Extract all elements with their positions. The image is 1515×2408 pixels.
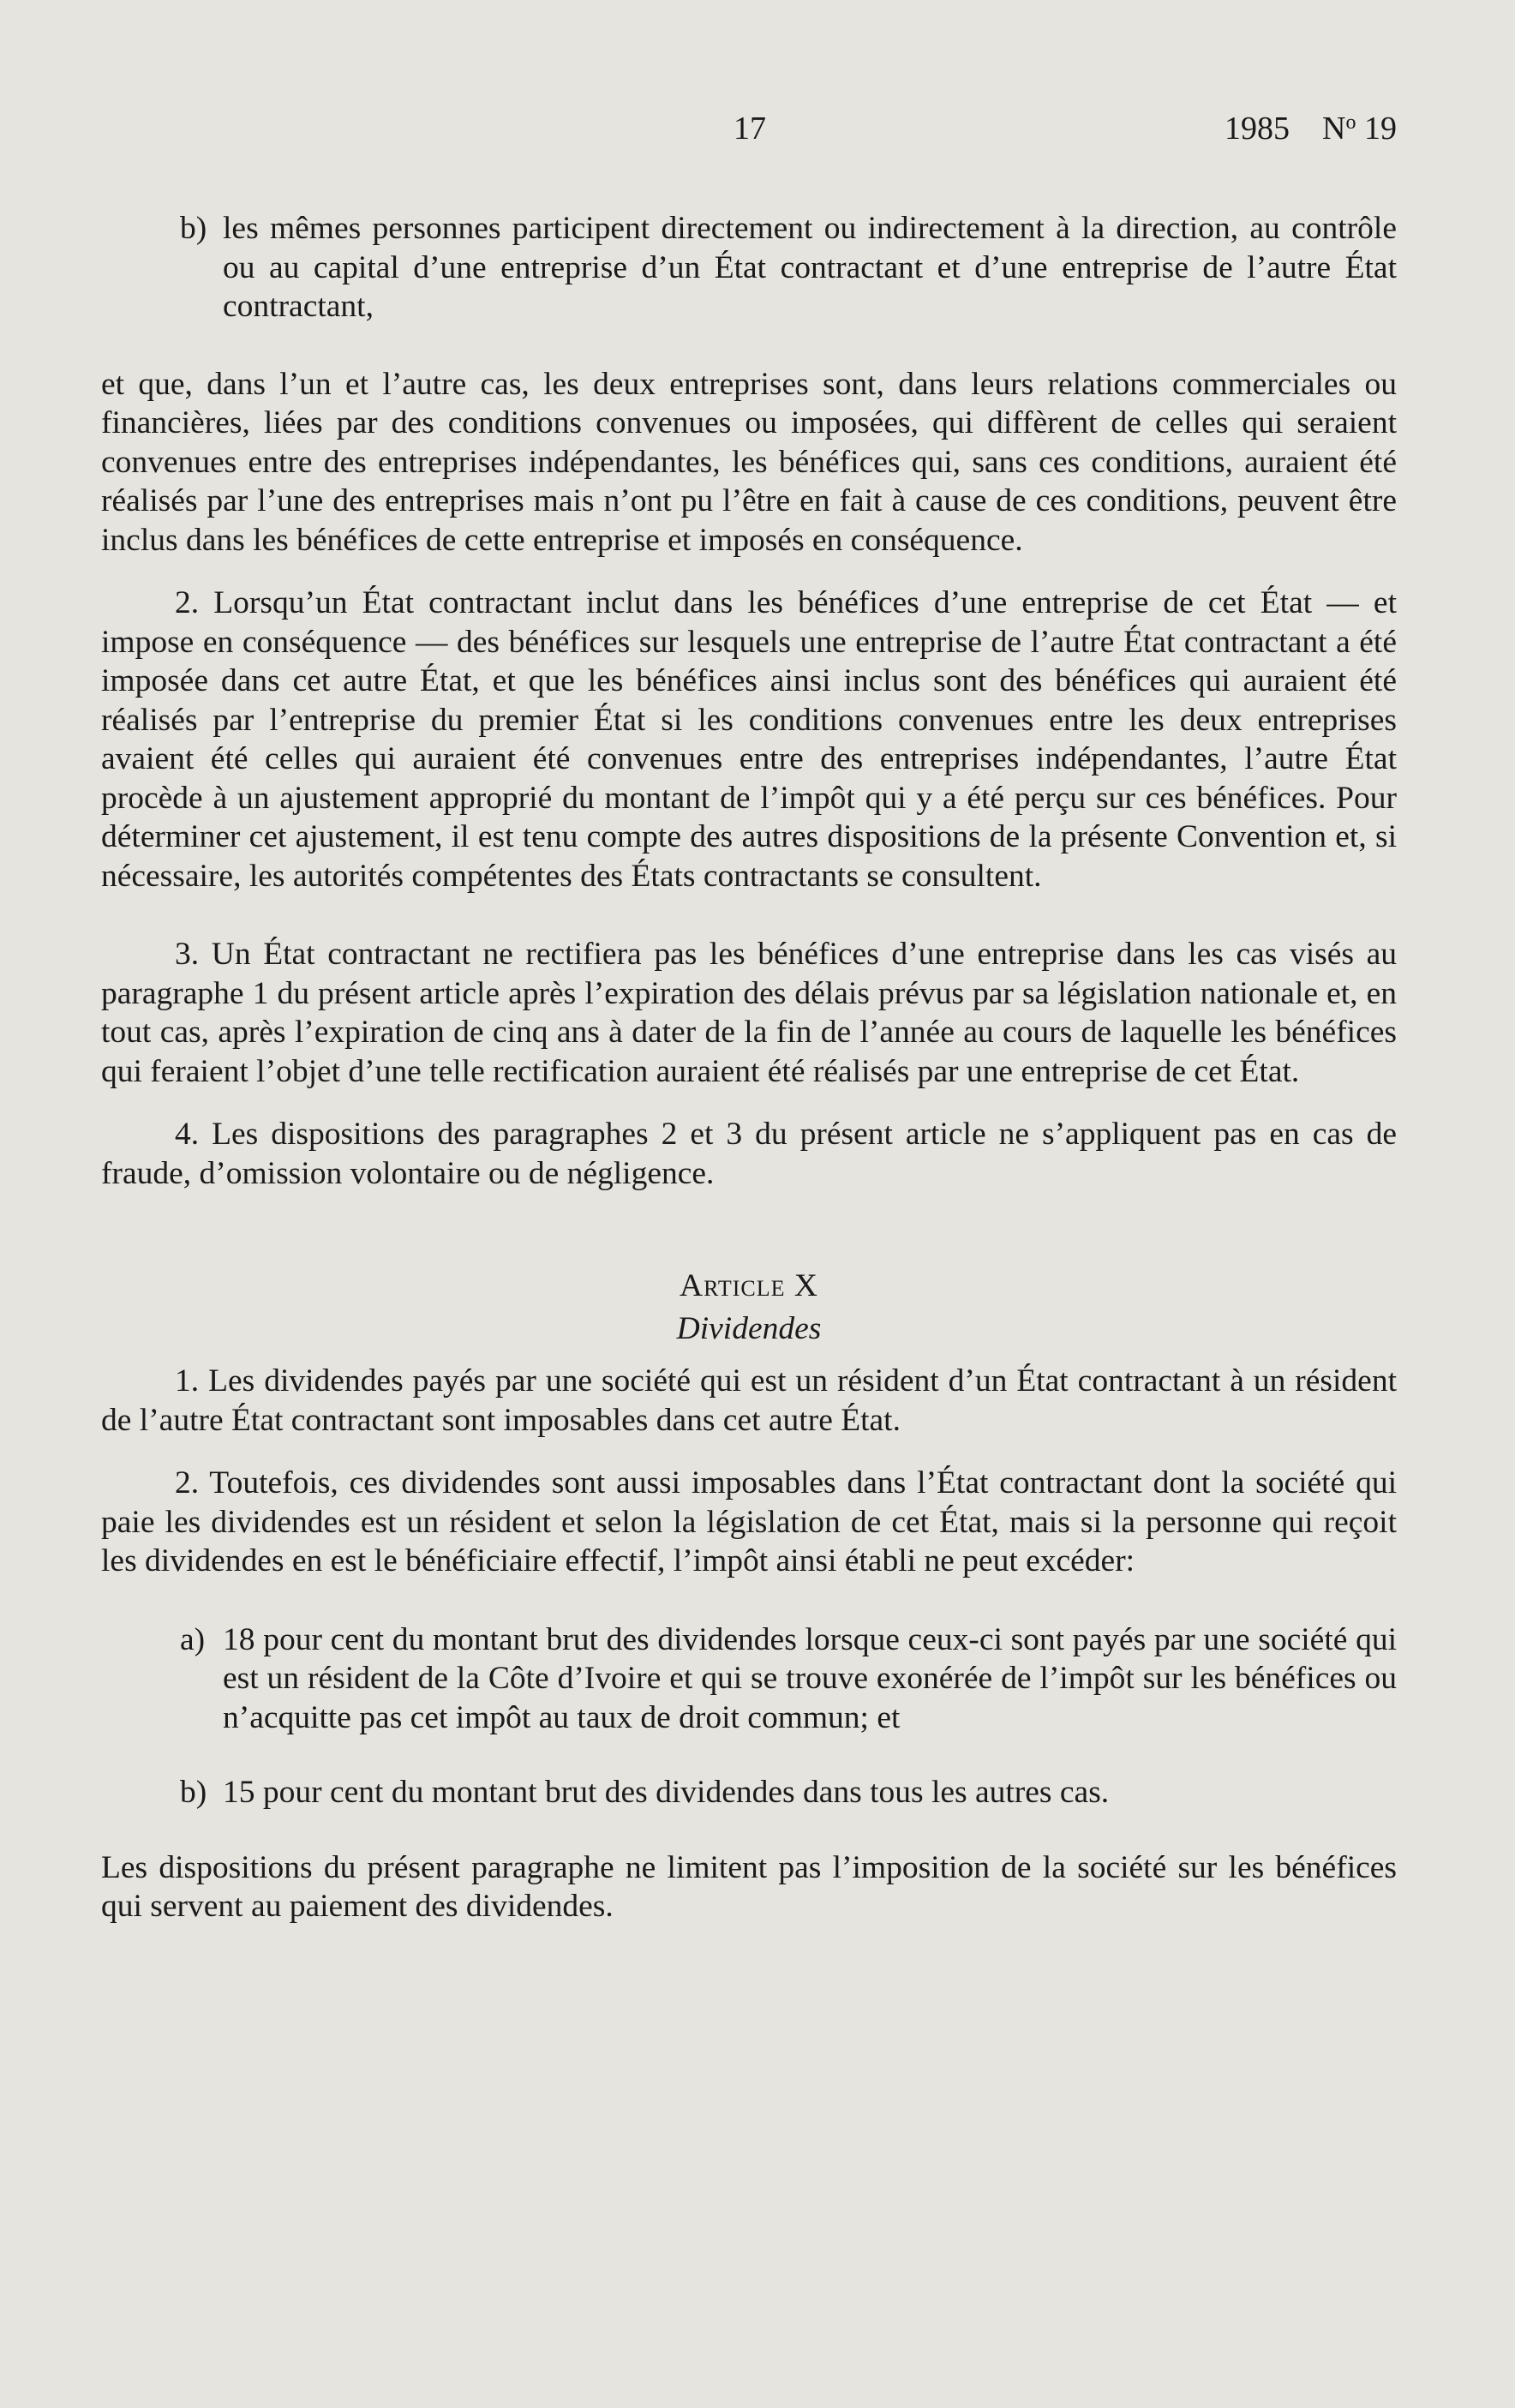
article-title (101, 1267, 1397, 1306)
page-number: 17 (734, 111, 766, 147)
article-title-text: Article X (680, 1268, 818, 1303)
issue-reference (1225, 110, 1397, 147)
document-body (101, 209, 1397, 1926)
dividends-paragraph-2: 2. Toutefois, ces dividendes sont aussi imposables dans l’État contractant dont la société qui paie les dividendes est un résident et selon la législation de cet État, mais si la personne qui reçoit les dividendes en est le bénéficiaire effectif, l’impôt ainsi établi ne peut excéder: (101, 1465, 1397, 1578)
paragraph-et-que: et que, dans l’un et l’autre cas, les deux entreprises sont, dans leurs relations commerciales ou financières, liées par des conditions convenues ou imposées, qui diffèrent de celles qui seraient convenues entre des entreprises indépendantes, les bénéfices qui, sans ces conditions, auraient été réalisés par l’une des entreprises mais n’ont pu l’être en fait à cause de ces conditions, peuvent être inclus dans les bénéfices de cette entreprise et imposés en conséquence. (101, 366, 1397, 558)
list-item-text: 18 pour cent du montant brut des dividendes lorsque ceux-ci sont payés par une société qui est un résident de la Côte d’Ivoire et qui se trouve exonérée de l’impôt sur les bénéfices ou n’acquitte pas cet impôt au taux de droit commun; et (223, 1621, 1397, 1735)
list-item-text: les mêmes personnes participent directement ou indirectement à la direction, au contrôle ou au capital d’une entreprise d’un État contractant et d’une entreprise de l’autre État contractant, (223, 211, 1397, 324)
article-subtitle: Dividendes (676, 1310, 822, 1346)
paragraph-final: Les dispositions du présent paragraphe ne limitent pas l’imposition de la société sur les bénéfices qui servent au paiement des dividendes. (101, 1849, 1397, 1924)
list-marker: b) (180, 211, 207, 246)
paragraph-4: 4. Les dispositions des paragraphes 2 et 3 du présent article ne s’appliquent pas en cas de fraude, d’omission volontaire ou de négligence. (101, 1117, 1397, 1191)
issue-number: 19 (1364, 111, 1397, 147)
list-item-b-15-percent (101, 1773, 1397, 1812)
paragraph-2: 2. Lorsqu’un État contractant inclut dans les bénéfices d’une entreprise de cet État — et impose en conséquence — des bénéfices sur lesquels une entreprise de l’autre État contractant a été imposée dans cet autre État, et que les bénéfices ainsi inclus sont des bénéfices qui auraient été réalisés par l’entreprise du premier État si les conditions convenues entre les deux entreprises avaient été celles qui auraient été convenues entre des entreprises indépendantes, l’autre État procède à un ajustement approprié du montant de l’impôt qui y a été perçu sur ces bénéfices. Pour déterminer cet ajustement, il est tenu compte des autres dispositions de la présente Convention et, si nécessaire, les autorités compétentes des États contractants se consultent. (101, 585, 1397, 894)
list-marker: a) (180, 1621, 206, 1657)
list-item-text: 15 pour cent du montant brut des dividendes dans tous les autres cas. (223, 1775, 1110, 1810)
issue-number-prefix: N (1322, 111, 1346, 147)
list-item-b-enterprises (101, 209, 1397, 326)
paragraph-3: 3. Un État contractant ne rectifiera pas les bénéfices d’une entreprise dans les cas visés au paragraphe 1 du présent article après l’expiration des délais prévus par sa législation nationale et, en tout cas, après l’expiration de cinq ans à dater de la fin de l’année au cours de laquelle les bénéfices qui feraient l’objet d’une telle rectification auraient été réalisés par une entreprise de cet État. (101, 937, 1397, 1089)
list-item-a-18-percent (101, 1620, 1397, 1738)
dividends-paragraph-1: 1. Les dividendes payés par une société qui est un résident d’un État contractant à un résident de l’autre État contractant sont imposables dans cet autre État. (101, 1363, 1397, 1438)
page-header (101, 110, 1397, 153)
issue-year: 1985 (1225, 111, 1290, 147)
issue-number-sup: o (1345, 111, 1356, 134)
list-marker: b) (180, 1775, 207, 1810)
